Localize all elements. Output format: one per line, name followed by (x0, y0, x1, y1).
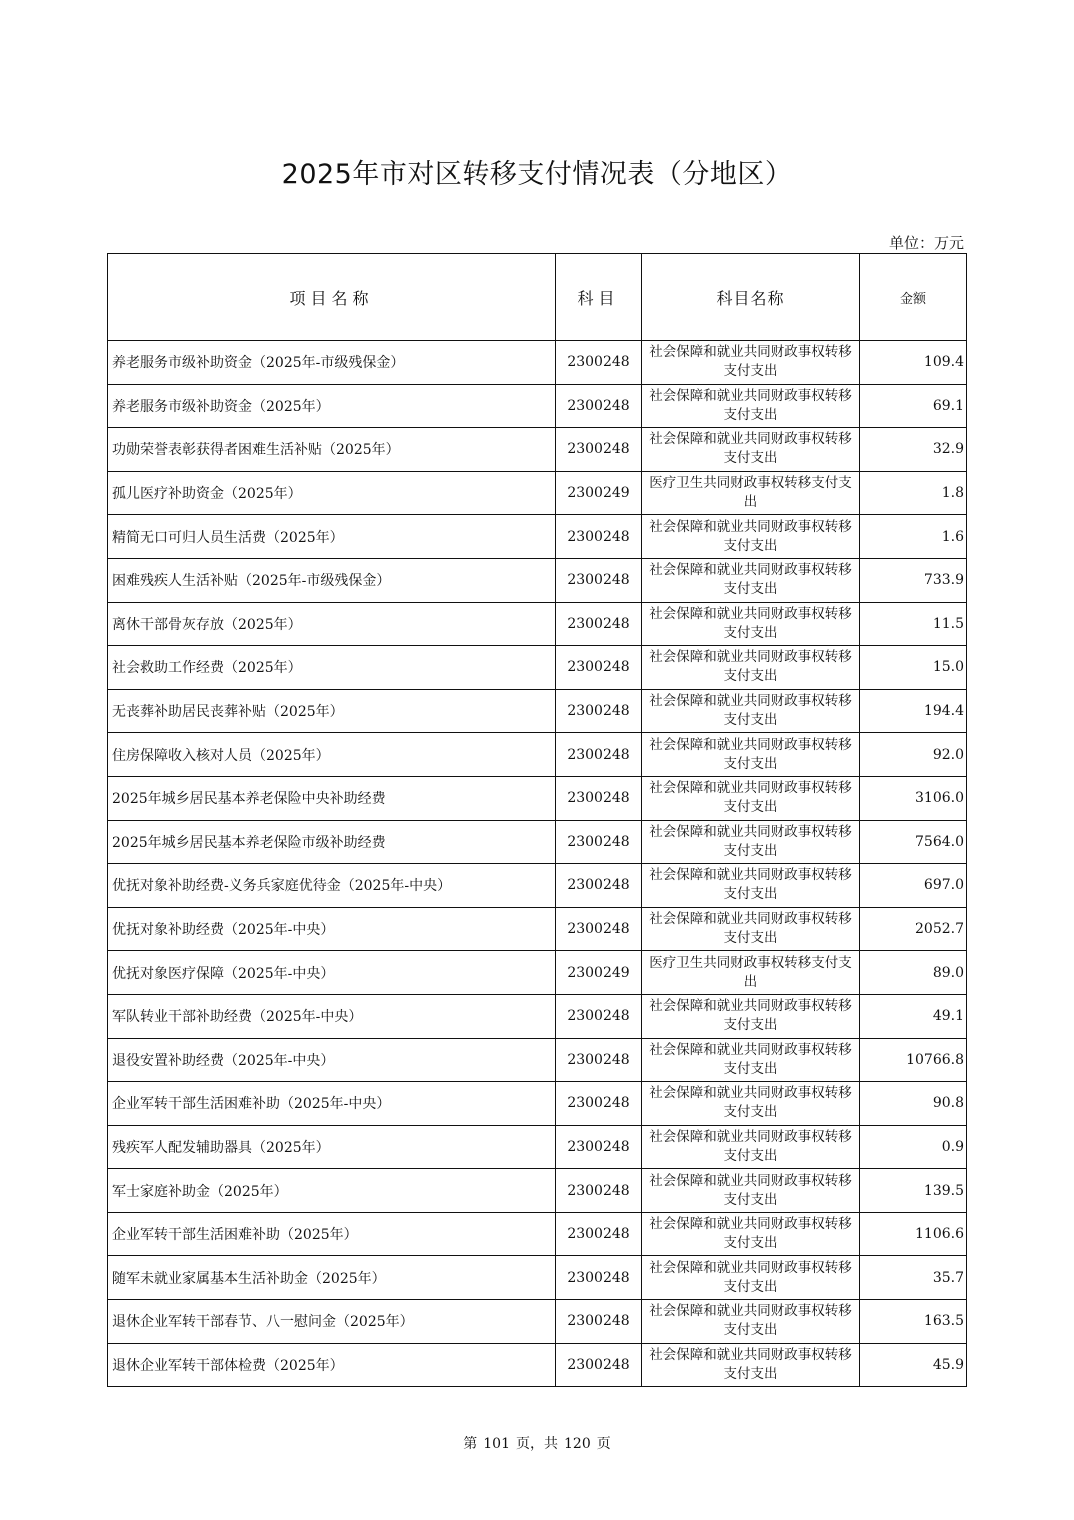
row-project-name: 离休干部骨灰存放（2025年） (108, 602, 556, 646)
row-subject-name: 社会保障和就业共同财政事权转移支付支出 (642, 1038, 860, 1082)
row-amount: 2052.7 (860, 907, 967, 951)
table-row (108, 341, 967, 385)
table-row (108, 428, 967, 472)
table-row (108, 1343, 967, 1387)
row-subject-code: 2300249 (556, 471, 642, 515)
row-subject-name: 社会保障和就业共同财政事权转移支付支出 (642, 776, 860, 820)
row-amount: 90.8 (860, 1082, 967, 1126)
row-project-name: 优抚对象补助经费（2025年-中央） (108, 907, 556, 951)
table-row (108, 733, 967, 777)
row-subject-code: 2300248 (556, 1256, 642, 1300)
row-amount: 15.0 (860, 646, 967, 690)
row-project-name: 2025年城乡居民基本养老保险市级补助经费 (108, 820, 556, 864)
row-project-name: 退役安置补助经费（2025年-中央） (108, 1038, 556, 1082)
row-amount: 109.4 (860, 341, 967, 385)
header-project-name: 项目名称 (108, 254, 556, 341)
table-row (108, 1300, 967, 1344)
row-subject-code: 2300248 (556, 820, 642, 864)
row-subject-code: 2300248 (556, 1038, 642, 1082)
transfer-payment-table (107, 253, 967, 1387)
row-subject-name: 社会保障和就业共同财政事权转移支付支出 (642, 428, 860, 472)
row-amount: 733.9 (860, 558, 967, 602)
row-project-name: 企业军转干部生活困难补助（2025年-中央） (108, 1082, 556, 1126)
row-subject-code: 2300248 (556, 646, 642, 690)
header-amount: 金额 (860, 254, 967, 341)
row-amount: 194.4 (860, 689, 967, 733)
row-amount: 7564.0 (860, 820, 967, 864)
table-row (108, 951, 967, 995)
table-row (108, 689, 967, 733)
row-subject-code: 2300248 (556, 558, 642, 602)
row-subject-name: 社会保障和就业共同财政事权转移支付支出 (642, 646, 860, 690)
row-amount: 3106.0 (860, 776, 967, 820)
footer-total-pages: 120 (564, 1436, 591, 1452)
table-row (108, 1212, 967, 1256)
row-subject-code: 2300248 (556, 428, 642, 472)
row-project-name: 退休企业军转干部春节、八一慰问金（2025年） (108, 1300, 556, 1344)
row-project-name: 军士家庭补助金（2025年） (108, 1169, 556, 1213)
row-subject-name: 社会保障和就业共同财政事权转移支付支出 (642, 994, 860, 1038)
row-subject-code: 2300249 (556, 951, 642, 995)
row-subject-name: 社会保障和就业共同财政事权转移支付支出 (642, 1082, 860, 1126)
row-amount: 1106.6 (860, 1212, 967, 1256)
table-row (108, 384, 967, 428)
table-row (108, 646, 967, 690)
row-subject-name: 社会保障和就业共同财政事权转移支付支出 (642, 864, 860, 908)
table-row (108, 907, 967, 951)
row-subject-name: 社会保障和就业共同财政事权转移支付支出 (642, 1256, 860, 1300)
table-row (108, 864, 967, 908)
row-subject-name: 社会保障和就业共同财政事权转移支付支出 (642, 515, 860, 559)
row-subject-name: 社会保障和就业共同财政事权转移支付支出 (642, 384, 860, 428)
table-row (108, 820, 967, 864)
row-subject-code: 2300248 (556, 864, 642, 908)
row-amount: 163.5 (860, 1300, 967, 1344)
row-subject-code: 2300248 (556, 1082, 642, 1126)
row-subject-name: 社会保障和就业共同财政事权转移支付支出 (642, 733, 860, 777)
row-amount: 49.1 (860, 994, 967, 1038)
row-project-name: 残疾军人配发辅助器具（2025年） (108, 1125, 556, 1169)
table-row (108, 1169, 967, 1213)
row-amount: 45.9 (860, 1343, 967, 1387)
row-project-name: 2025年城乡居民基本养老保险中央补助经费 (108, 776, 556, 820)
row-subject-name: 社会保障和就业共同财政事权转移支付支出 (642, 1212, 860, 1256)
row-amount: 69.1 (860, 384, 967, 428)
footer-prefix: 第 (463, 1436, 478, 1452)
row-project-name: 养老服务市级补助资金（2025年-市级残保金） (108, 341, 556, 385)
row-amount: 0.9 (860, 1125, 967, 1169)
footer-current-page: 101 (483, 1436, 510, 1452)
row-project-name: 无丧葬补助居民丧葬补贴（2025年） (108, 689, 556, 733)
row-subject-name: 医疗卫生共同财政事权转移支付支出 (642, 951, 860, 995)
row-project-name: 孤儿医疗补助资金（2025年） (108, 471, 556, 515)
row-project-name: 企业军转干部生活困难补助（2025年） (108, 1212, 556, 1256)
row-project-name: 养老服务市级补助资金（2025年） (108, 384, 556, 428)
row-subject-name: 社会保障和就业共同财政事权转移支付支出 (642, 1343, 860, 1387)
row-subject-name: 社会保障和就业共同财政事权转移支付支出 (642, 558, 860, 602)
table-row (108, 1082, 967, 1126)
page-title: 2025年市对区转移支付情况表（分地区） (281, 159, 793, 190)
row-amount: 1.8 (860, 471, 967, 515)
table-row (108, 1125, 967, 1169)
row-subject-name: 社会保障和就业共同财政事权转移支付支出 (642, 907, 860, 951)
row-subject-name: 社会保障和就业共同财政事权转移支付支出 (642, 1169, 860, 1213)
header-subject-name: 科目名称 (642, 254, 860, 341)
row-subject-name: 医疗卫生共同财政事权转移支付支出 (642, 471, 860, 515)
unit-label: 单位：万元 (888, 234, 964, 252)
row-project-name: 功勋荣誉表彰获得者困难生活补贴（2025年） (108, 428, 556, 472)
row-subject-name: 社会保障和就业共同财政事权转移支付支出 (642, 341, 860, 385)
row-subject-name: 社会保障和就业共同财政事权转移支付支出 (642, 1125, 860, 1169)
row-subject-code: 2300248 (556, 733, 642, 777)
row-subject-code: 2300248 (556, 602, 642, 646)
row-subject-code: 2300248 (556, 907, 642, 951)
row-amount: 89.0 (860, 951, 967, 995)
footer-suffix: 页 (596, 1436, 611, 1452)
row-amount: 697.0 (860, 864, 967, 908)
row-subject-code: 2300248 (556, 341, 642, 385)
row-project-name: 精简无口可归人员生活费（2025年） (108, 515, 556, 559)
row-amount: 1.6 (860, 515, 967, 559)
row-subject-name: 社会保障和就业共同财政事权转移支付支出 (642, 1300, 860, 1344)
row-subject-name: 社会保障和就业共同财政事权转移支付支出 (642, 602, 860, 646)
table-row (108, 602, 967, 646)
table-header-row (108, 254, 967, 341)
row-amount: 35.7 (860, 1256, 967, 1300)
row-project-name: 军队转业干部补助经费（2025年-中央） (108, 994, 556, 1038)
row-project-name: 优抚对象补助经费-义务兵家庭优待金（2025年-中央） (108, 864, 556, 908)
table-body (108, 341, 967, 1387)
row-subject-code: 2300248 (556, 1343, 642, 1387)
row-subject-code: 2300248 (556, 994, 642, 1038)
table-row (108, 558, 967, 602)
table-row (108, 471, 967, 515)
row-project-name: 随军未就业家属基本生活补助金（2025年） (108, 1256, 556, 1300)
row-subject-code: 2300248 (556, 1125, 642, 1169)
table-row (108, 515, 967, 559)
row-subject-name: 社会保障和就业共同财政事权转移支付支出 (642, 820, 860, 864)
row-project-name: 社会救助工作经费（2025年） (108, 646, 556, 690)
row-amount: 139.5 (860, 1169, 967, 1213)
row-amount: 11.5 (860, 602, 967, 646)
row-project-name: 退休企业军转干部体检费（2025年） (108, 1343, 556, 1387)
footer-middle: 页，共 (516, 1436, 558, 1452)
page-footer (0, 1433, 1074, 1453)
table-row (108, 776, 967, 820)
table-row (108, 1038, 967, 1082)
row-subject-code: 2300248 (556, 384, 642, 428)
row-subject-code: 2300248 (556, 1300, 642, 1344)
row-amount: 32.9 (860, 428, 967, 472)
row-subject-code: 2300248 (556, 1212, 642, 1256)
header-subject-code: 科目 (556, 254, 642, 341)
row-subject-code: 2300248 (556, 776, 642, 820)
table-row (108, 994, 967, 1038)
row-amount: 10766.8 (860, 1038, 967, 1082)
row-subject-code: 2300248 (556, 689, 642, 733)
row-subject-name: 社会保障和就业共同财政事权转移支付支出 (642, 689, 860, 733)
row-project-name: 优抚对象医疗保障（2025年-中央） (108, 951, 556, 995)
row-subject-code: 2300248 (556, 1169, 642, 1213)
row-amount: 92.0 (860, 733, 967, 777)
row-project-name: 住房保障收入核对人员（2025年） (108, 733, 556, 777)
row-project-name: 困难残疾人生活补贴（2025年-市级残保金） (108, 558, 556, 602)
row-subject-code: 2300248 (556, 515, 642, 559)
table-row (108, 1256, 967, 1300)
